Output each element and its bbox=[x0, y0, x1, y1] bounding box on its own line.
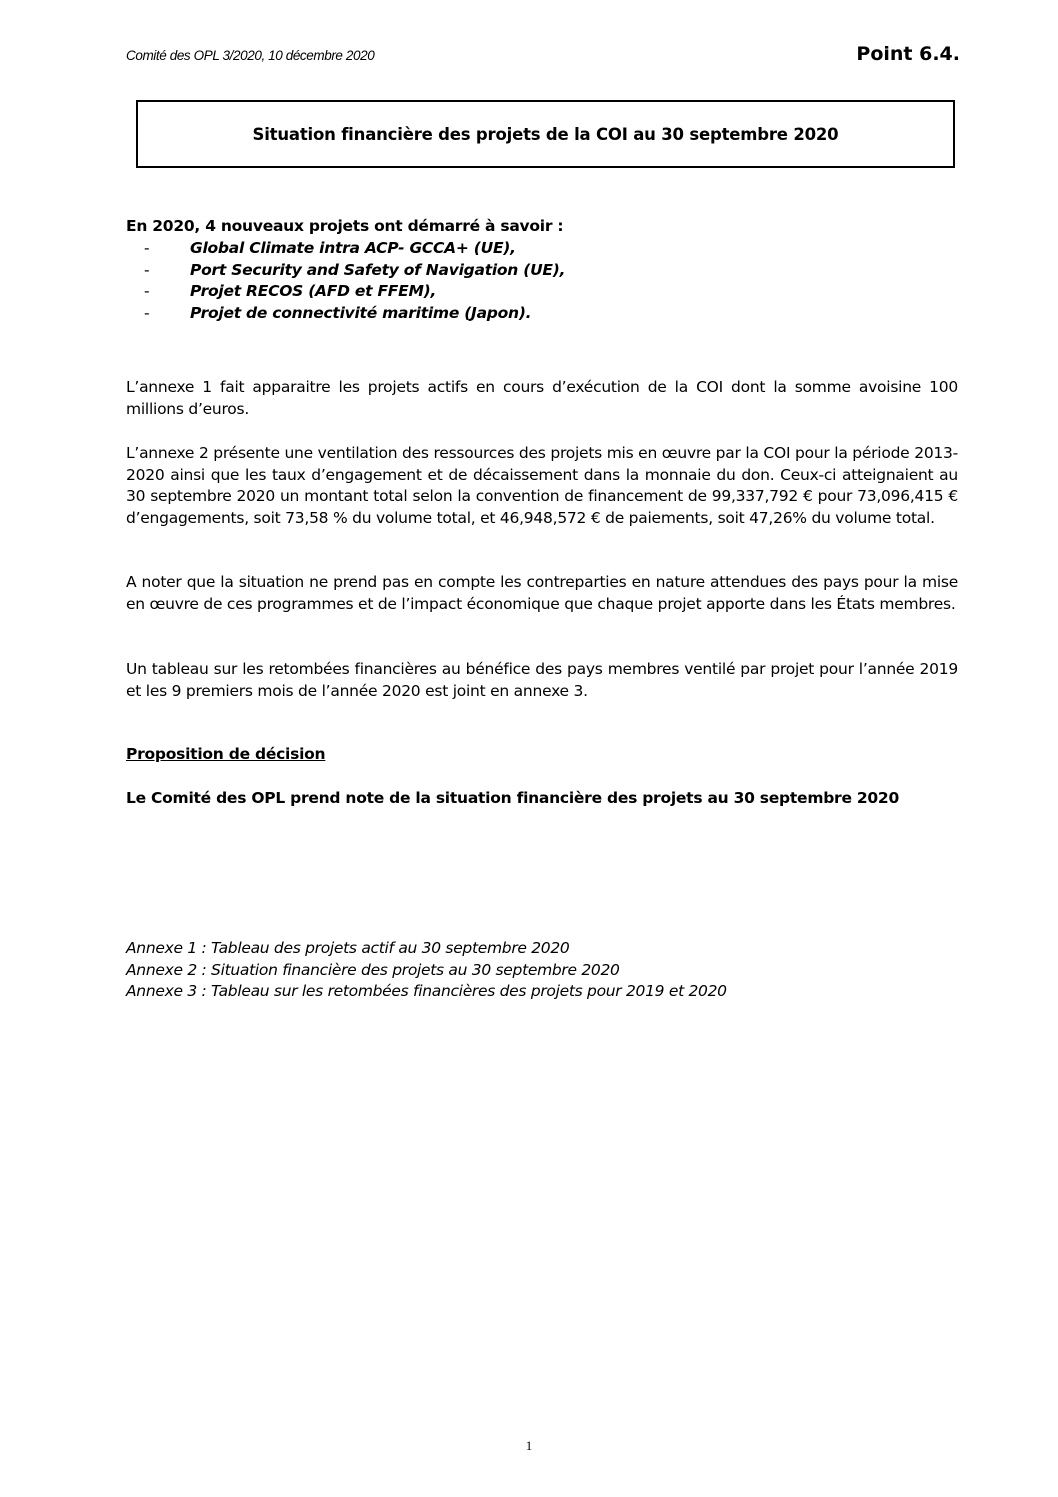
list-item bbox=[126, 238, 565, 260]
project-name: Global Climate intra ACP- GCCA+ (UE), bbox=[190, 239, 516, 257]
annex-list bbox=[126, 938, 727, 1003]
list-item bbox=[126, 303, 565, 325]
project-name: Projet RECOS (AFD et FFEM), bbox=[190, 282, 437, 301]
document-title: Situation financière des projets de la COI au 30 septembre 2020 bbox=[252, 124, 839, 144]
decision-text: Le Comité des OPL prend note de la situation financière des projets au 30 septembre 2020 bbox=[126, 789, 900, 807]
paragraph-annex3: Un tableau sur les retombées financières au bénéfice des pays membres ventilé par projet pour l’année 2019 et les 9 premiers mois de l’année 2020 est joint en annexe 3. bbox=[126, 660, 958, 700]
proposition-heading: Proposition de décision bbox=[126, 745, 326, 763]
paragraph-annex1: L’annexe 1 fait apparaitre les projets actifs en cours d’exécution de la COI dont la somme avoisine 100 millions d’euros. bbox=[126, 378, 958, 418]
new-projects-list bbox=[126, 238, 565, 324]
dash-bullet: - bbox=[144, 303, 150, 322]
annex-item: Annexe 1 : Tableau des projets actif au 30 septembre 2020 bbox=[126, 939, 570, 957]
agenda-point-label: Point 6.4. bbox=[856, 43, 960, 65]
page-number: 1 bbox=[525, 1438, 533, 1453]
intro-text: En 2020, 4 nouveaux projets ont démarré à savoir : bbox=[126, 217, 564, 235]
annex-item: Annexe 3 : Tableau sur les retombées financières des projets pour 2019 et 2020 bbox=[126, 982, 727, 1001]
document-header-meeting: Comité des OPL 3/2020, 10 décembre 2020 bbox=[126, 48, 375, 63]
list-item bbox=[126, 281, 565, 303]
dash-bullet: - bbox=[144, 260, 150, 279]
annex-item: Annexe 2 : Situation financière des projets au 30 septembre 2020 bbox=[126, 960, 620, 979]
list-item bbox=[126, 260, 565, 282]
project-name: Projet de connectivité maritime (Japon). bbox=[190, 303, 532, 322]
paragraph-annex2: L’annexe 2 présente une ventilation des ressources des projets mis en œuvre par la COI pour la période 2013-2020 ainsi que les taux d’engagement et de décaissement dans la monnaie du don. Ceux-ci atteignaient au 30 septembre 2020 un montant total selon la convention de financement de 99,337,792 € pour 73,096,415 € d’engagements, soit 73,58 % du volume total, et 46,948,572 € de paiements, soit 47,26% du volume total. bbox=[126, 444, 958, 527]
dash-bullet: - bbox=[144, 282, 150, 301]
project-name: Port Security and Safety of Navigation (UE), bbox=[190, 260, 566, 279]
dash-bullet: - bbox=[144, 239, 150, 257]
title-box bbox=[136, 100, 955, 168]
paragraph-note: A noter que la situation ne prend pas en compte les contreparties en nature attendues des pays pour la mise en œuvre de ces programmes et de l’impact économique que chaque projet apporte dans les États membres. bbox=[126, 573, 958, 613]
